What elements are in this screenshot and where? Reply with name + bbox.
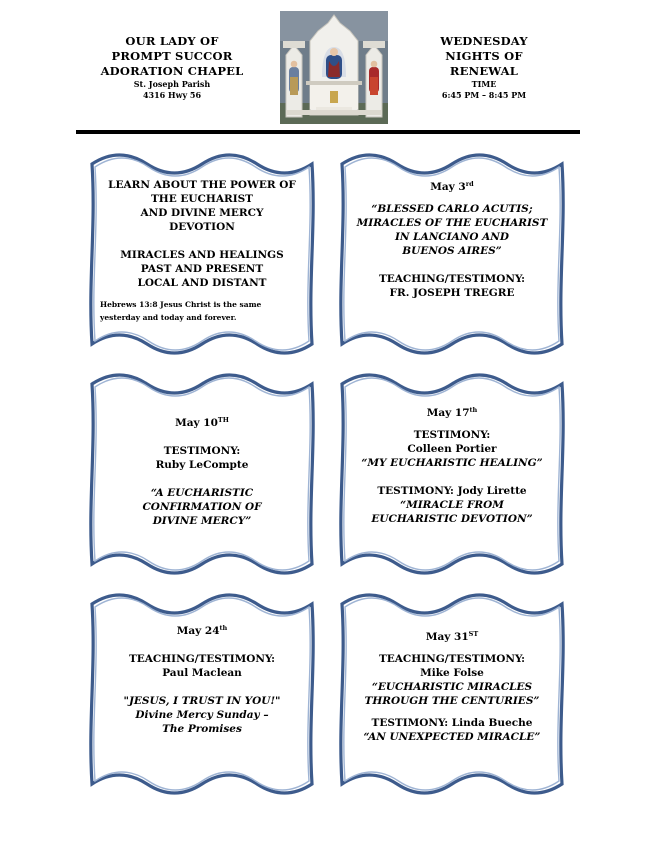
talk-title-line: MIRACLES OF THE EUCHARIST	[356, 217, 548, 229]
intro-line: AND DIVINE MERCY	[140, 207, 264, 219]
panel-may-31-content	[340, 630, 564, 744]
talk-title-line: “EUCHARISTIC MIRACLES	[371, 681, 533, 693]
panel-may-24-content	[100, 624, 304, 736]
talk-title-line: “MY EUCHARISTIC HEALING”	[361, 457, 543, 469]
talk-title-line: EUCHARISTIC DEVOTION”	[371, 513, 533, 525]
time-label: TIME	[471, 79, 497, 89]
panel-intro-content	[100, 178, 304, 324]
event-time: 6:45 PM – 8:45 PM	[441, 89, 527, 100]
header-divider	[76, 130, 580, 134]
event-date: May 31	[425, 631, 469, 643]
date-suffix: ST	[468, 630, 479, 638]
talk-title-line: THROUGH THE CENTURIES”	[364, 695, 540, 707]
chapel-title-line2: PROMPT SUCCOR	[111, 49, 233, 63]
date-suffix: th	[469, 406, 478, 414]
event-title-line2: NIGHTS OF	[445, 49, 523, 63]
chapel-title-line1: OUR LADY OF	[125, 34, 219, 48]
scripture-verse-line2: yesterday and today and forever.	[100, 313, 237, 322]
speaker-role: TEACHING/TESTIMONY:	[378, 273, 526, 285]
intro-line: LEARN ABOUT THE POWER OF	[108, 179, 296, 191]
intro-line: THE EUCHARIST	[150, 193, 253, 205]
scripture-verse-line1: Hebrews 13:8 Jesus Christ is the same	[100, 300, 262, 309]
talk-title-line: “BLESSED CARLO ACUTIS;	[371, 203, 533, 215]
speaker-role: TEACHING/TESTIMONY:	[128, 653, 276, 665]
talk-title-line: "JESUS, I TRUST IN YOU!"	[123, 695, 281, 707]
chapel-title-line3: ADORATION CHAPEL	[100, 64, 244, 78]
intro-line: LOCAL AND DISTANT	[137, 277, 267, 289]
panel-intro	[86, 148, 318, 360]
event-title-line1: WEDNESDAY	[440, 34, 528, 48]
header-right	[414, 34, 554, 100]
panel-may-10-content	[100, 416, 304, 528]
altar-photo	[280, 11, 388, 124]
panel-may-3-content	[350, 180, 554, 300]
intro-line: PAST AND PRESENT	[140, 263, 264, 275]
speaker-name: FR. JOSEPH TREGRE	[389, 287, 515, 299]
date-suffix: th	[219, 624, 228, 632]
talk-title-line: BUENOS AIRES”	[402, 245, 502, 257]
speaker-name: Colleen Portier	[407, 443, 497, 455]
speaker-role: TESTIMONY: Jody Lirette	[377, 485, 527, 497]
talk-title-line: The Promises	[162, 723, 242, 735]
talk-title-line: DIVINE MERCY”	[152, 515, 252, 527]
date-suffix: TH	[217, 416, 229, 424]
panel-may-3	[336, 148, 568, 360]
event-date: May 3	[430, 181, 466, 193]
event-date: May 10	[175, 417, 218, 429]
speaker-role: TESTIMONY:	[413, 429, 491, 441]
talk-title-line: IN LANCIANO AND	[395, 231, 509, 243]
intro-line: DEVOTION	[169, 221, 235, 233]
talk-title-line: CONFIRMATION OF	[142, 501, 262, 513]
event-date: May 24	[176, 625, 220, 637]
header-left	[84, 34, 260, 100]
panel-may-31	[336, 588, 568, 800]
speaker-role: TESTIMONY: Linda Bueche	[371, 717, 533, 729]
panel-may-24	[86, 588, 318, 800]
panel-may-17	[336, 368, 568, 580]
parish-address: 4316 Hwy 56	[142, 89, 202, 100]
event-title-line3: RENEWAL	[449, 64, 519, 78]
speaker-name: Mike Folse	[420, 667, 484, 679]
panel-may-10	[86, 368, 318, 580]
date-suffix: rd	[465, 180, 474, 188]
speaker-name: Paul Maclean	[162, 667, 242, 679]
talk-title-line: “AN UNEXPECTED MIRACLE”	[363, 731, 541, 743]
speaker-role: TEACHING/TESTIMONY:	[378, 653, 526, 665]
event-date: May 17	[426, 407, 470, 419]
talk-title-line: “A EUCHARISTIC	[150, 487, 254, 499]
parish-name: St. Joseph Parish	[133, 79, 211, 89]
speaker-name: Ruby LeCompte	[155, 459, 249, 471]
talk-title-line: “MIRACLE FROM	[400, 499, 504, 511]
panel-may-17-content	[340, 406, 564, 526]
intro-line: MIRACLES AND HEALINGS	[120, 249, 284, 261]
talk-title-line: Divine Mercy Sunday –	[135, 709, 269, 721]
speaker-role: TESTIMONY:	[163, 445, 241, 457]
